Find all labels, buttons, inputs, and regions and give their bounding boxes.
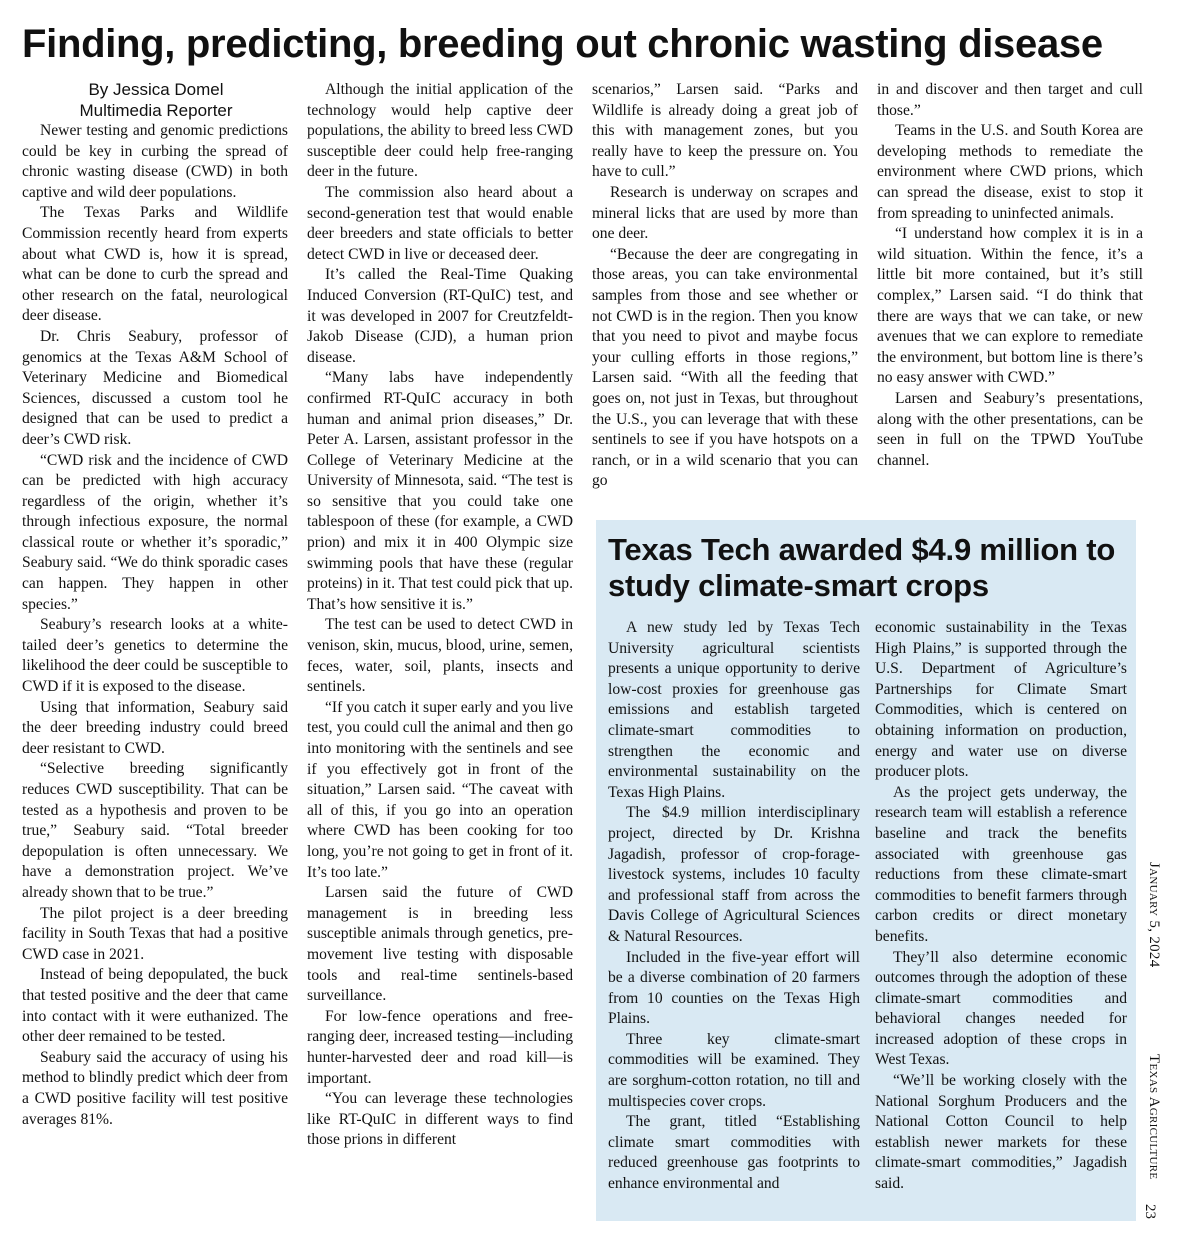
paragraph: scenarios,” Larsen said. “Parks and Wildlife is already doing a great job of this with management zones, but you really have to keep the pressure on. You have to cull.” [592,81,858,181]
article-column-4 [877,80,1143,513]
paragraph: in and discover and then target and cull those.” [877,81,1143,119]
paragraph: “I understand how complex it is in a wild situation. Within the fence, it’s a little bit more contained, but it’s still complex,” Larsen said. “I do think that there are ways that we can take, or new avenues that we can explore to remediate the environment, but bottom line is there’s no easy answer with CWD.” [877,225,1143,387]
paragraph: It’s called the Real-Time Quaking Induced Conversion (RT-QuIC) test, and it was developed in 2007 for Creutzfeldt-Jakob Disease (CJD), a human prion disease. [307,266,573,366]
paragraph: Included in the five-year effort will be a diverse combination of 20 farmers from 10 counties on the Texas High Plains. [608,948,860,1028]
paragraph: As the project gets underway, the research team will establish a reference baseline and track the benefits associated with greenhouse gas reductions from these climate-smart commodities to benefit farmers through carbon credits or direct monetary benefits. [875,783,1127,945]
article-column-1 [22,121,288,1221]
page-folio [1138,862,1168,1192]
sidebar-column-2 [875,618,1127,1218]
paragraph: “We’ll be working closely with the National Sorghum Producers and the National Cotton Council to help establish newer markets for these climate-smart commodities,” Jagadish said. [875,1072,1127,1193]
paragraph: Dr. Chris Seabury, professor of genomics at the Texas A&M School of Veterinary Medicine and Biomedical Sciences, discussed a custom tool he designed that can be used to predict a deer’s CWD risk. [22,327,288,448]
paragraph: Using that information, Seabury said the deer breeding industry could breed deer resistant to CWD. [22,698,288,757]
paragraph: Seabury said the accuracy of using his method to blindly predict which deer from a CWD positive facility will test positive averages 81%. [22,1048,288,1128]
issue-date: January 5, 2024 [1146,862,1162,968]
sidebar-column-1 [608,618,860,1218]
paragraph: Three key climate-smart commodities will be examined. They are sorghum-cotton rotation, no till and multispecies cover crops. [608,1030,860,1110]
paragraph: Teams in the U.S. and South Korea are developing methods to remediate the environment where CWD prions, which can spread the disease, exist to stop it from spreading to uninfected animals. [877,122,1143,222]
byline-role: Multimedia Reporter [79,100,233,120]
paragraph: Larsen said the future of CWD management is in breeding less susceptible animals through genetics, pre-movement live testing with disposable tools and real-time sentinels-based surveillance. [307,884,573,1005]
paragraph: “Many labs have independently confirmed RT-QuIC accuracy in both human and animal prion diseases,” Dr. Peter A. Larsen, assistant professor in the College of Veterinary Medicine at the University of Minnesota, said. “The test is so sensitive that you could take one tablespoon of these (for example, a CWD prion) and mix it in 400 Olympic size swimming pools that have these (regular proteins) in it. That test could pick that up. That’s how sensitive it is.” [307,369,573,613]
paragraph: Research is underway on scrapes and mineral licks that are used by more than one deer. [592,183,858,243]
paragraph: economic sustainability in the Texas High Plains,” is supported through the U.S. Department of Agriculture’s Partnerships for Climate Smart Commodities, which is centered on obtaining information on production, energy and water use on diverse producer plots. [875,619,1127,781]
publication-name: Texas Agriculture [1146,1054,1162,1180]
paragraph: They’ll also determine economic outcomes through the adoption of these climate-smart commodities and behavioral changes needed for increased adoption of these crops in West Texas. [875,948,1127,1069]
paragraph: For low-fence operations and free-ranging deer, increased testing—including hunter-harvested deer and road kill—is important. [307,1007,573,1087]
paragraph: “CWD risk and the incidence of CWD can be predicted with high accuracy regardless of the origin, whether it’s through infectious exposure, the normal classical route or whether it’s sporadic,” Seabury said. “We do think sporadic cases can happen. They happen in other species.” [22,451,288,613]
paragraph: The grant, titled “Establishing climate smart commodities with reduced greenhouse gas footprints to enhance environmental and [608,1113,860,1193]
paragraph: “If you catch it super early and you live test, you could cull the animal and then go into monitoring with the sentinels and see if you effectively got in front of the situation,” Larsen said. “The caveat with all of this, if you go into an operation where CWD has been cooking for too long, you’re not going to get in front of it. It’s too late.” [307,698,573,881]
paragraph: The commission also heard about a second-generation test that would enable deer breeders and state officials to better detect CWD in live or deceased deer. [307,183,573,263]
paragraph: The test can be used to detect CWD in venison, skin, mucus, blood, urine, semen, feces, water, soil, plants, insects and sentinels. [307,616,573,696]
paragraph: “Because the deer are congregating in those areas, you can take environmental samples from those and see whether or not CWD is in the region. Then you know that you need to pivot and maybe focus your culling efforts in those regions,” Larsen said. “With all the feeding that goes on, not just in Texas, but throughout the U.S., you can leverage that with these sentinels to see if you have hotspots on a ranch, or in a wild scenario that you can go [592,245,858,490]
paragraph: The pilot project is a deer breeding facility in South Texas that had a positive CWD case in 2021. [22,904,288,963]
article-column-3 [592,80,858,513]
sidebar-headline: Texas Tech awarded $4.9 million to study climate-smart crops [608,532,1116,603]
byline-author: By Jessica Domel [88,80,224,99]
paragraph: Larsen and Seabury’s presentations, along with the other presentations, can be seen in full on the TPWD YouTube channel. [877,389,1143,469]
article-column-2 [307,80,573,1220]
article-headline: Finding, predicting, breeding out chronic wasting disease [22,22,1103,66]
paragraph: A new study led by Texas Tech University agricultural scientists presents a unique opportunity to derive low-cost proxies for greenhouse gas emissions and establish targeted climate-smart commodities to strengthen the economic and environmental sustainability on the Texas High Plains. [608,619,860,801]
paragraph: “You can leverage these technologies like RT-QuIC in different ways to find those prions in different [307,1090,573,1149]
byline [22,80,290,121]
paragraph: Instead of being depopulated, the buck that tested positive and the deer that came into contact with it were euthanized. The other deer remained to be tested. [22,966,288,1046]
sidebar-story-box [596,520,1136,1221]
paragraph: “Selective breeding significantly reduces CWD susceptibility. That can be tested as a hypothesis and proven to be true,” Seabury said. “Total breeder depopulation is often unnecessary. We have a demonstration project. We’ve already shown that to be true.” [22,760,288,901]
paragraph: Newer testing and genomic predictions could be key in curbing the spread of chronic wasting disease (CWD) in both captive and wild deer populations. [22,122,288,201]
paragraph: The Texas Parks and Wildlife Commission recently heard from experts about what CWD is, how it is spread, what can be done to curb the spread and other research on the fatal, neurological deer disease. [22,204,288,325]
page-number: 23 [1142,1204,1158,1219]
paragraph: The $4.9 million interdisciplinary project, directed by Dr. Krishna Jagadish, professor of crop-forage-livestock systems, includes 10 faculty and professional staff from across the Davis College of Agricultural Sciences & Natural Resources. [608,804,860,945]
paragraph: Seabury’s research looks at a white-tailed deer’s genetics to determine the likelihood the deer could be susceptible to CWD if it is exposed to the disease. [22,616,288,696]
paragraph: Although the initial application of the technology would help captive deer populations, the ability to breed less CWD susceptible deer could help free-ranging deer in the future. [307,81,573,181]
